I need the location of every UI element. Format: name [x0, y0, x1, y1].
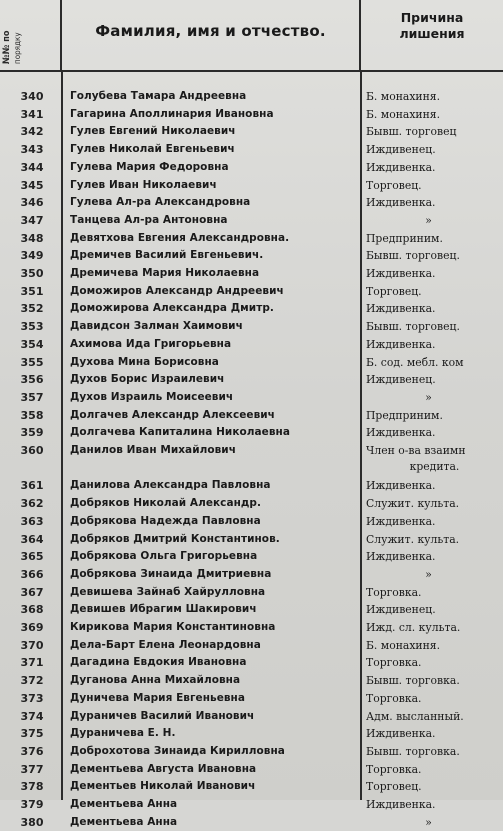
row-number: 366 [20, 567, 44, 581]
person-name: Данилова Александра Павловна [70, 479, 271, 492]
deprivation-reason: Иждивенка. [366, 727, 436, 741]
table-header [0, 0, 503, 72]
table-row [0, 442, 503, 459]
deprivation-reason: Торговка. [366, 691, 422, 705]
table-row [0, 548, 503, 565]
person-name: Дементьева Анна [70, 798, 178, 810]
table-row [0, 106, 503, 123]
person-name: Духов Борис Израилевич [70, 373, 225, 386]
person-name: Дураничева Е. Н. [70, 727, 176, 740]
person-name: Дементьева Анна [70, 815, 178, 828]
row-number: 349 [20, 249, 44, 263]
person-name: Дремичев Василий Евгеньевич. [70, 249, 264, 262]
deprivation-reason: Иждивенка. [366, 479, 436, 493]
deprivation-reason: Иждивенец. [366, 373, 436, 387]
row-number: 356 [20, 373, 44, 387]
deprivation-reason: Торговка. [366, 762, 422, 776]
person-name: Духов Израиль Моисеевич [70, 390, 234, 403]
row-number: 347 [20, 213, 44, 227]
reason-column-title [361, 10, 503, 42]
row-number: 345 [20, 178, 44, 192]
person-name: Дагадина Евдокия Ивановна [70, 656, 247, 669]
row-number: 358 [20, 408, 44, 422]
table-row [0, 141, 503, 158]
reason-column-header [361, 0, 503, 70]
deprivation-reason: » [425, 567, 432, 581]
table-row [0, 778, 503, 795]
person-name: Дураничев Василий Иванович [70, 709, 255, 722]
table-row [0, 159, 503, 176]
row-number: 359 [20, 426, 44, 440]
row-number: 342 [20, 125, 44, 139]
deprivation-reason: Торговка. [366, 585, 422, 599]
number-column-label-line-2: порядку [13, 32, 22, 64]
person-name: Добряков Дмитрий Константинов. [70, 532, 280, 545]
row-number: 372 [20, 674, 44, 688]
deprivation-reason: Иждивенка. [366, 514, 436, 528]
person-name: Дуничева Мария Евгеньевна [70, 691, 246, 704]
deprivation-reason: Торговец. [366, 780, 422, 794]
row-number: 368 [20, 603, 44, 617]
table-row [0, 796, 503, 813]
table-row [0, 761, 503, 778]
table-row [0, 88, 503, 105]
row-number: 352 [20, 302, 44, 316]
name-column-header [62, 0, 361, 70]
table-row [0, 283, 503, 300]
deprivation-reason: Иждивенец. [366, 603, 436, 617]
row-number: 354 [20, 337, 44, 351]
person-name: Данилов Иван Михайлович [70, 444, 236, 456]
person-name: Голубева Тамара Андреевна [70, 90, 247, 102]
person-name: Дементьев Николай Иванович [70, 780, 256, 793]
table-row [0, 318, 503, 335]
table-row [0, 672, 503, 689]
deprivation-reason: Бывш. торговка. [366, 744, 460, 758]
person-name: Гулев Евгений Николаевич [70, 125, 236, 138]
deprivation-reason: Бывш. торговец. [366, 320, 460, 334]
table-row [0, 265, 503, 282]
deprivation-reason: Иждивенка. [366, 196, 436, 210]
table-row [0, 424, 503, 441]
deprivation-reason: » [425, 815, 432, 829]
row-number: 364 [20, 532, 44, 546]
table-row [0, 212, 503, 229]
table-row [0, 584, 503, 601]
person-name: Ахимова Ида Григорьевна [70, 337, 232, 350]
person-name: Долгачев Александр Алексеевич [70, 408, 275, 421]
person-name: Гулев Николай Евгеньевич [70, 143, 235, 156]
deprivation-reason: Бывш. торговец. [366, 249, 460, 263]
person-name: Кирикова Мария Константиновна [70, 621, 276, 633]
deprivation-reason: Служит. культа. [366, 532, 460, 546]
deprivation-reason: Член о-ва взаимн [366, 444, 466, 457]
deprivation-reason: » [425, 390, 432, 404]
table-row [0, 743, 503, 760]
row-number: 380 [20, 815, 44, 829]
table-row [0, 619, 503, 636]
deprivation-reason: Иждивенка. [366, 160, 436, 174]
row-number: 363 [20, 514, 44, 528]
person-name: Дремичева Мария Николаевна [70, 267, 260, 279]
table-row [0, 513, 503, 530]
person-name: Доможирова Александра Дмитр. [70, 302, 274, 315]
person-name: Гулева Мария Федоровна [70, 160, 229, 173]
deprivation-reason: Б. монахиня. [366, 90, 441, 103]
row-number: 350 [20, 267, 44, 280]
row-number: 378 [20, 780, 44, 794]
row-number: 344 [20, 160, 44, 174]
deprivation-reason: » [425, 213, 432, 227]
person-name: Долгачева Капиталина Николаевна [70, 426, 290, 439]
person-name: Гулева Ал-ра Александровна [70, 196, 251, 209]
row-number: 371 [20, 656, 44, 670]
deprivation-reason: Иждивенка. [366, 550, 436, 564]
table-row [0, 247, 503, 264]
row-number: 361 [20, 479, 44, 493]
person-name: Дуганова Анна Михайловна [70, 674, 241, 687]
row-number: 374 [20, 709, 44, 723]
row-number: 373 [20, 691, 44, 705]
deprivation-reason: Иждивенка. [366, 798, 436, 811]
person-name: Гагарина Аполлинария Ивановна [70, 107, 274, 120]
person-name: Давидсон Залман Хаимович [70, 320, 243, 333]
table-row [0, 725, 503, 742]
table-row [0, 336, 503, 353]
row-number: 341 [20, 107, 44, 121]
person-name: Дела-Барт Елена Леонардовна [70, 638, 261, 651]
reason-column-title-line-2: лишения [399, 26, 465, 41]
row-number: 343 [20, 143, 44, 157]
deprivation-reason: Бывш. торговка. [366, 674, 460, 688]
person-name: Гулев Иван Николаевич [70, 178, 217, 191]
number-column-label-line-1: №№ по [2, 30, 12, 64]
row-number: 377 [20, 762, 44, 776]
table-row [0, 177, 503, 194]
table-row [0, 230, 503, 247]
person-name: Танцева Ал-ра Антоновна [70, 213, 228, 226]
table-row [0, 123, 503, 140]
person-name: Девишева Зайнаб Хайрулловна [70, 585, 266, 598]
table-row [0, 814, 503, 831]
table-row [0, 495, 503, 512]
deprivation-reason: Иждивенка. [366, 337, 436, 351]
person-name: Девятхова Евгения Александровна. [70, 231, 290, 244]
row-number: 351 [20, 284, 44, 298]
row-number: 370 [20, 638, 44, 652]
deprivation-reason: Адм. высланный. [366, 709, 464, 723]
deprivation-reason: Б. монахиня. [366, 107, 441, 121]
row-number: 376 [20, 744, 44, 758]
person-name: Дементьева Августа Ивановна [70, 762, 257, 775]
deprivation-reason: Ижд. сл. культа. [366, 621, 461, 634]
table-row [0, 690, 503, 707]
row-number: 353 [20, 320, 44, 334]
deprivation-reason: Иждивенка. [366, 267, 436, 280]
table-row [0, 300, 503, 317]
deprivation-reason: Предприним. [366, 231, 443, 245]
table-row [0, 407, 503, 424]
deprivation-reason: Бывш. торговец [366, 125, 457, 139]
deprivation-reason: Иждивенка. [366, 426, 436, 440]
deprivation-reason: Торговец. [366, 178, 422, 192]
number-column-header [0, 0, 62, 70]
row-number: 346 [20, 196, 44, 210]
table-row [0, 371, 503, 388]
person-name: Девишев Ибрагим Шакирович [70, 603, 257, 616]
person-name: Доможиров Александр Андреевич [70, 284, 284, 297]
deprivation-reason: Торговец. [366, 284, 422, 298]
deprivation-reason-continuation: кредита. [409, 459, 460, 473]
row-number: 362 [20, 497, 44, 511]
table-row [0, 477, 503, 494]
person-name: Добрякова Ольга Григорьевна [70, 550, 258, 563]
deprivation-reason: Б. сод. мебл. ком [366, 355, 464, 369]
reason-column-title-line-1: Причина [400, 10, 464, 25]
deprivation-reason: Б. монахиня. [366, 638, 441, 652]
deprivation-reason: Иждивенец. [366, 143, 436, 157]
table-row [0, 708, 503, 725]
table-row [0, 354, 503, 371]
row-number: 379 [20, 798, 44, 811]
row-number: 357 [20, 390, 44, 404]
person-name: Добрякова Надежда Павловна [70, 514, 261, 527]
table-row [0, 531, 503, 548]
row-number: 340 [20, 90, 44, 103]
table-row [0, 194, 503, 211]
table-row [0, 637, 503, 654]
row-number: 360 [20, 444, 44, 457]
person-name: Духова Мина Борисовна [70, 355, 219, 368]
row-number: 369 [20, 621, 44, 634]
name-column-title: Фамилия, имя и отчество. [95, 22, 326, 40]
table-row [0, 566, 503, 583]
table-row [0, 601, 503, 618]
row-number: 355 [20, 355, 44, 369]
table-row [0, 389, 503, 406]
person-name: Доброхотова Зинаида Кирилловна [70, 744, 285, 757]
table-row [0, 654, 503, 671]
row-number: 367 [20, 585, 44, 599]
deprivation-reason: Служит. культа. [366, 497, 460, 511]
row-number: 348 [20, 231, 44, 245]
row-number: 375 [20, 727, 44, 741]
deprivation-reason: Иждивенка. [366, 302, 436, 316]
person-name: Добрякова Зинаида Дмитриевна [70, 567, 272, 580]
row-number: 365 [20, 550, 44, 564]
deprivation-reason: Торговка. [366, 656, 422, 670]
person-name: Добряков Николай Александр. [70, 497, 262, 510]
deprivation-reason: Предприним. [366, 408, 443, 422]
